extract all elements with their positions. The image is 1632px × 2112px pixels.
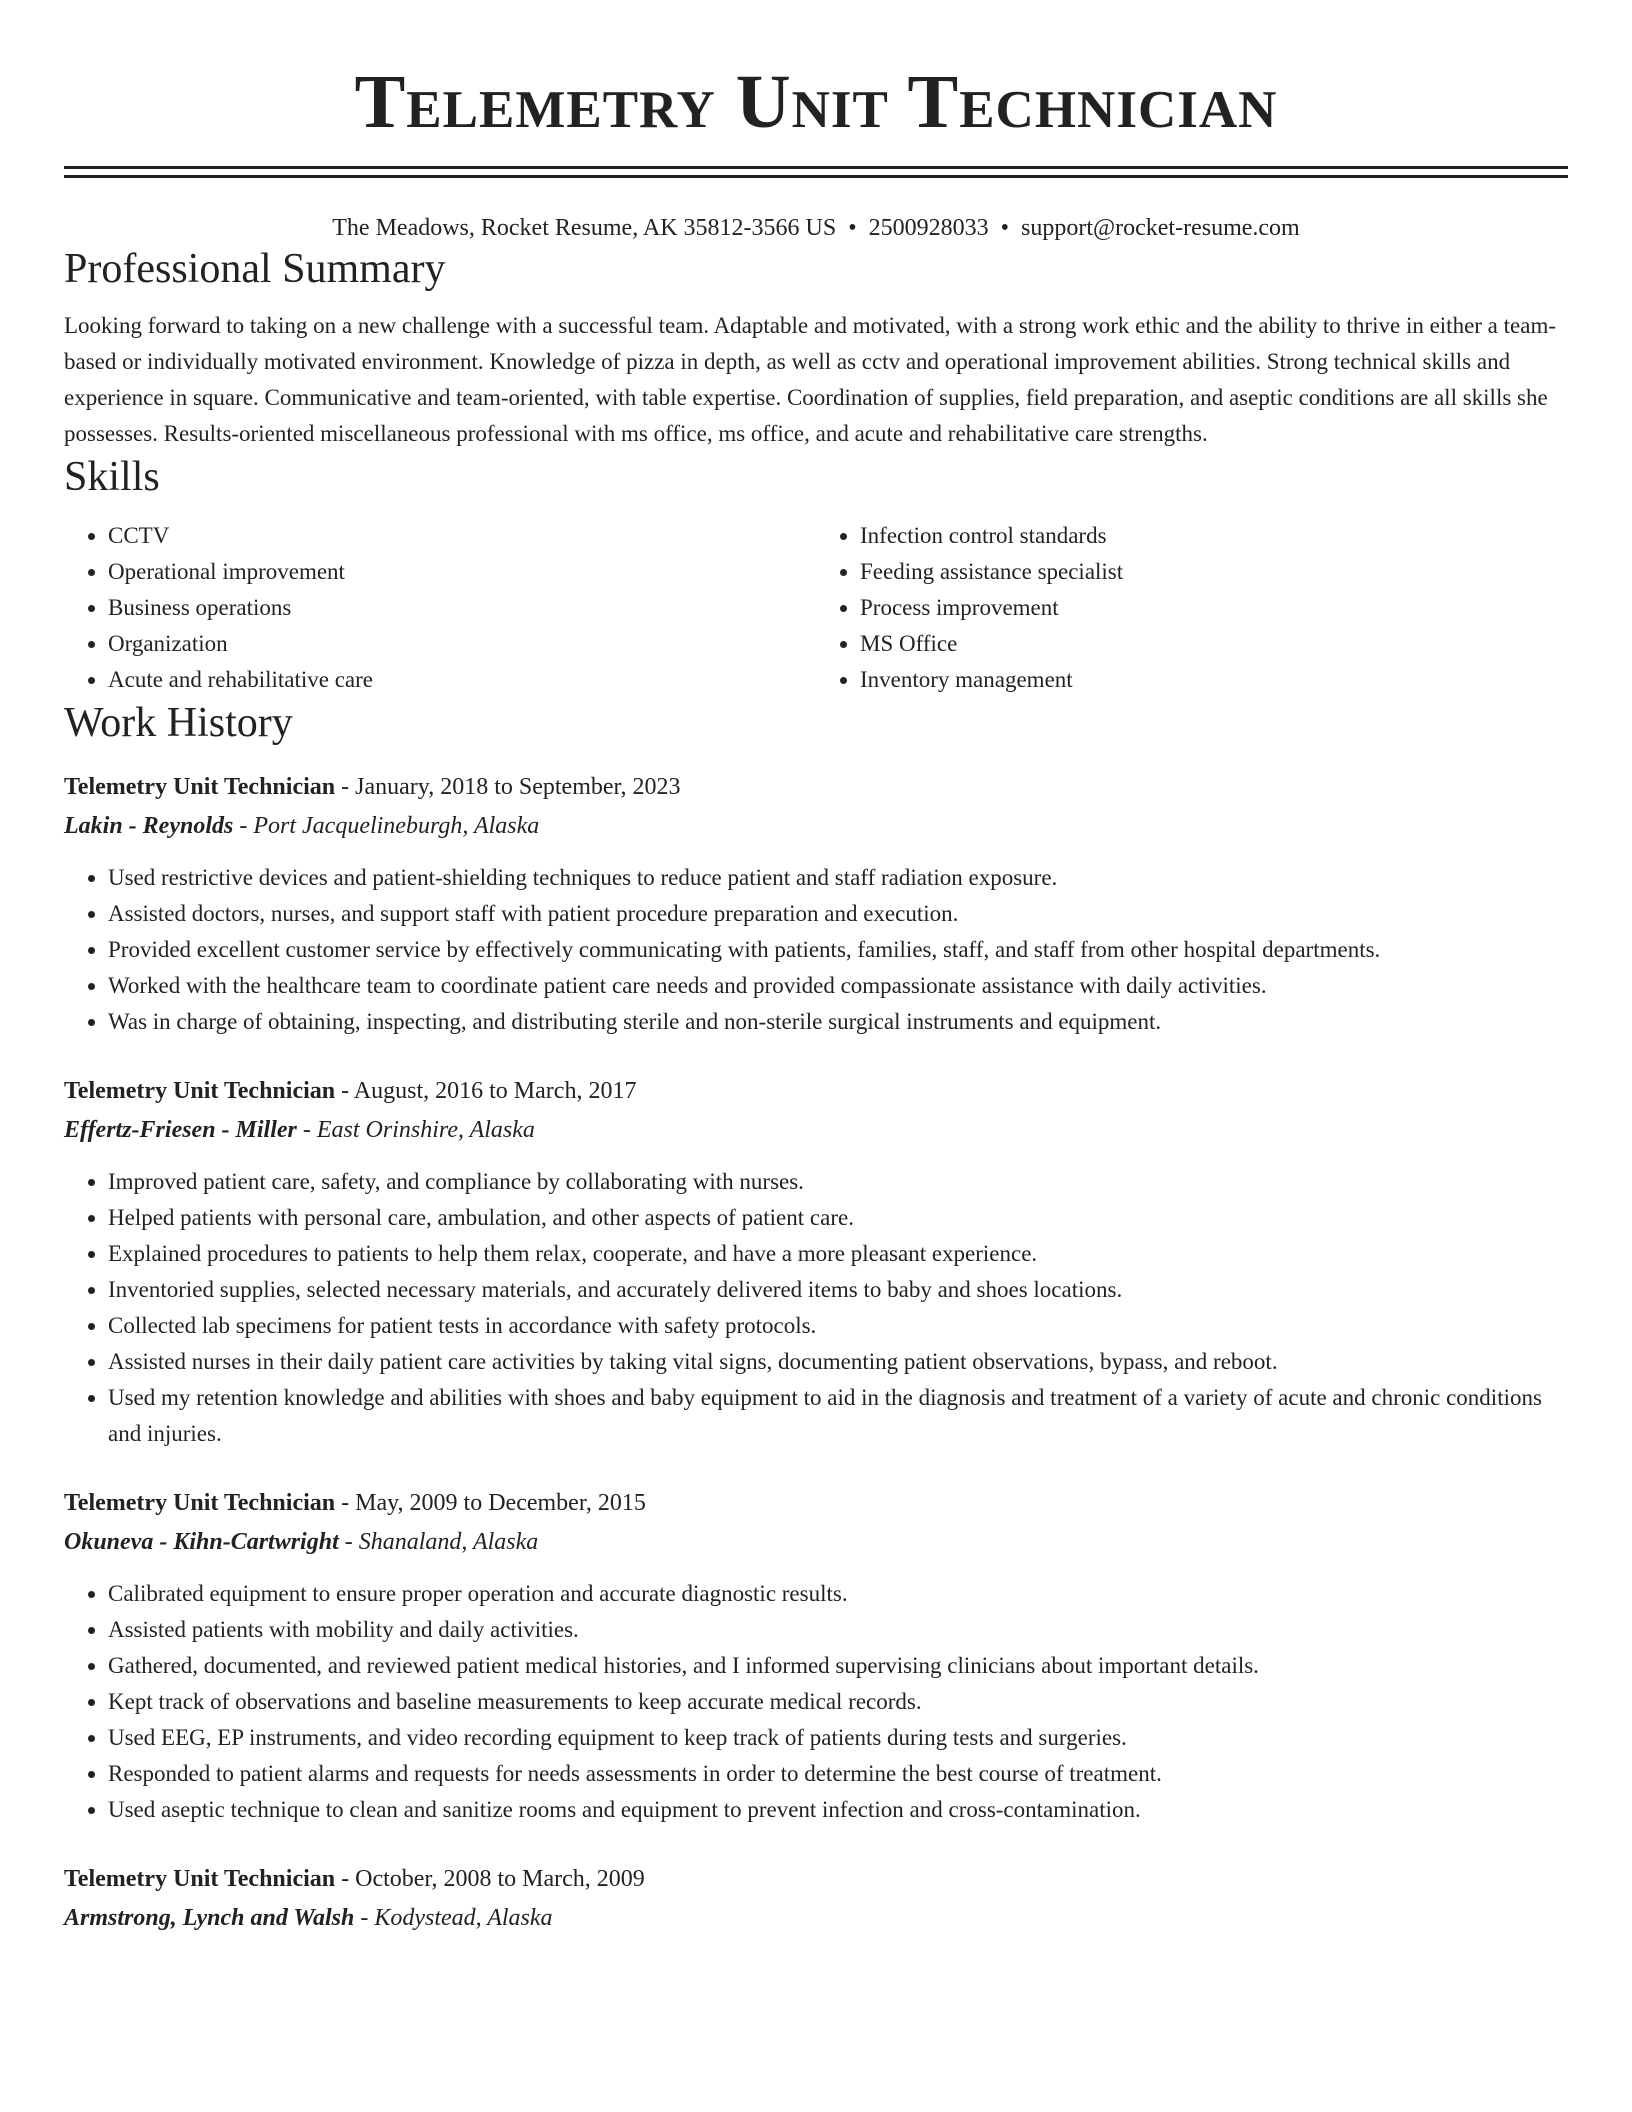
work-history-heading: Work History — [64, 700, 293, 746]
job-entry — [64, 1072, 1568, 1452]
duty-item: • Inventoried supplies, selected necessary materials, and accurately delivered items to baby and shoes locations. — [108, 1272, 1568, 1308]
skill-item: • Inventory management — [860, 662, 1568, 698]
skill-item: • Acute and rehabilitative care — [108, 662, 816, 698]
job-title: Telemetry Unit Technician — [64, 1078, 336, 1104]
job-title: Telemetry Unit Technician — [64, 774, 336, 800]
job-header: Telemetry Unit Technician - May, 2009 to December, 2015 — [64, 1490, 646, 1516]
duty-item: • Used my retention knowledge and abilities with shoes and baby equipment to aid in the diagnosis and treatment of a variety of acute and chronic conditions and injuries. — [108, 1380, 1568, 1452]
job-title: Telemetry Unit Technician — [64, 1866, 336, 1892]
contact-address: The Meadows, Rocket Resume, AK 35812-3566 US — [332, 215, 837, 241]
contact-email: support@rocket-resume.com — [1021, 215, 1300, 241]
contact-phone: 2500928033 — [868, 215, 989, 241]
duty-item: • Improved patient care, safety, and compliance by collaborating with nurses. — [108, 1164, 1568, 1200]
duty-item: • Provided excellent customer service by effectively communicating with patients, families, staff, and staff from other hospital departments. — [108, 932, 1568, 968]
job-header: Telemetry Unit Technician - January, 2018 to September, 2023 — [64, 774, 681, 800]
job-header: Telemetry Unit Technician - October, 2008 to March, 2009 — [64, 1866, 645, 1892]
job-entry — [64, 768, 1568, 1040]
job-header: Telemetry Unit Technician - August, 2016 to March, 2017 — [64, 1078, 637, 1104]
skill-item: • Feeding assistance specialist — [860, 554, 1568, 590]
header-divider-top — [64, 166, 1568, 169]
skill-item: • Business operations — [108, 590, 816, 626]
contact-info — [64, 212, 1568, 244]
job-duties — [64, 1164, 1568, 1452]
skill-item: • MS Office — [860, 626, 1568, 662]
duty-item: • Collected lab specimens for patient tests in accordance with safety protocols. — [108, 1308, 1568, 1344]
duty-item: • Worked with the healthcare team to coordinate patient care needs and provided compassionate assistance with daily activities. — [108, 968, 1568, 1004]
candidate-name: Telemetry Unit Technician — [354, 60, 1278, 144]
company-location: Port Jacquelineburgh, Alaska — [253, 813, 540, 839]
company-name: Okuneva - Kihn-Cartwright — [64, 1529, 339, 1555]
company-location: Kodystead, Alaska — [374, 1905, 553, 1931]
header-divider-bottom — [64, 175, 1568, 178]
job-dates: January, 2018 to September, 2023 — [355, 774, 681, 800]
company-location: Shanaland, Alaska — [358, 1529, 539, 1555]
job-duties — [64, 860, 1568, 1040]
duty-item: • Responded to patient alarms and requests for needs assessments in order to determine the best course of treatment. — [108, 1756, 1568, 1792]
duty-item: • Assisted doctors, nurses, and support staff with patient procedure preparation and execution. — [108, 896, 1568, 932]
job-dates: August, 2016 to March, 2017 — [353, 1078, 637, 1104]
contact-separator: • — [848, 215, 857, 241]
job-entry — [64, 1860, 1568, 1938]
company-name: Lakin - Reynolds — [64, 813, 234, 839]
job-company-line: Armstrong, Lynch and Walsh - Kodystead, Alaska — [64, 1905, 553, 1931]
job-entry — [64, 1484, 1568, 1828]
summary-heading: Professional Summary — [64, 246, 446, 292]
skills-heading: Skills — [64, 454, 160, 500]
job-title: Telemetry Unit Technician — [64, 1490, 336, 1516]
skills-column-right — [816, 518, 1568, 698]
job-company-line: Okuneva - Kihn-Cartwright - Shanaland, Alaska — [64, 1529, 539, 1555]
job-duties — [64, 1576, 1568, 1828]
duty-item: • Was in charge of obtaining, inspecting, and distributing sterile and non-sterile surgical instruments and equipment. — [108, 1004, 1568, 1040]
duty-item: • Used restrictive devices and patient-shielding techniques to reduce patient and staff radiation exposure. — [108, 860, 1568, 896]
duty-item: • Calibrated equipment to ensure proper operation and accurate diagnostic results. — [108, 1576, 1568, 1612]
skill-item: • Operational improvement — [108, 554, 816, 590]
duty-item: • Explained procedures to patients to help them relax, cooperate, and have a more pleasant experience. — [108, 1236, 1568, 1272]
duty-item: • Gathered, documented, and reviewed patient medical histories, and I informed supervising clinicians about important details. — [108, 1648, 1568, 1684]
job-company-line: Lakin - Reynolds - Port Jacquelineburgh, Alaska — [64, 813, 540, 839]
duty-item: • Helped patients with personal care, ambulation, and other aspects of patient care. — [108, 1200, 1568, 1236]
company-location: East Orinshire, Alaska — [316, 1117, 535, 1143]
skill-item: • CCTV — [108, 518, 816, 554]
skill-item: • Organization — [108, 626, 816, 662]
duty-item: • Assisted nurses in their daily patient care activities by taking vital signs, documenting patient observations, bypass, and reboot. — [108, 1344, 1568, 1380]
duty-item: • Used aseptic technique to clean and sanitize rooms and equipment to prevent infection and cross-contamination. — [108, 1792, 1568, 1828]
duty-item: • Assisted patients with mobility and daily activities. — [108, 1612, 1568, 1648]
duty-item: • Used EEG, EP instruments, and video recording equipment to keep track of patients during tests and surgeries. — [108, 1720, 1568, 1756]
job-company-line: Effertz-Friesen - Miller - East Orinshire, Alaska — [64, 1117, 535, 1143]
company-name: Armstrong, Lynch and Walsh — [64, 1905, 355, 1931]
company-name: Effertz-Friesen - Miller — [64, 1117, 297, 1143]
summary-text: Looking forward to taking on a new challenge with a successful team. Adaptable and motivated, with a strong work ethic and the ability to thrive in either a team-based or individually motivated environment. Knowledge of pizza in depth, as well as cctv and operational improvement abilities. Strong technical skills and experience in square. Communicative and team-oriented, with table expertise. Coordination of supplies, field preparation, and aseptic conditions are all skills she possesses. Results-oriented miscellaneous professional with ms office, ms office, and acute and rehabilitative care strengths. — [64, 313, 1557, 446]
skills-list — [64, 518, 1568, 698]
skill-item: • Infection control standards — [860, 518, 1568, 554]
job-dates: May, 2009 to December, 2015 — [355, 1490, 646, 1516]
job-dates: October, 2008 to March, 2009 — [355, 1866, 645, 1892]
skills-column-left — [64, 518, 816, 698]
contact-separator: • — [1000, 215, 1010, 241]
skill-item: • Process improvement — [860, 590, 1568, 626]
duty-item: • Kept track of observations and baseline measurements to keep accurate medical records. — [108, 1684, 1568, 1720]
